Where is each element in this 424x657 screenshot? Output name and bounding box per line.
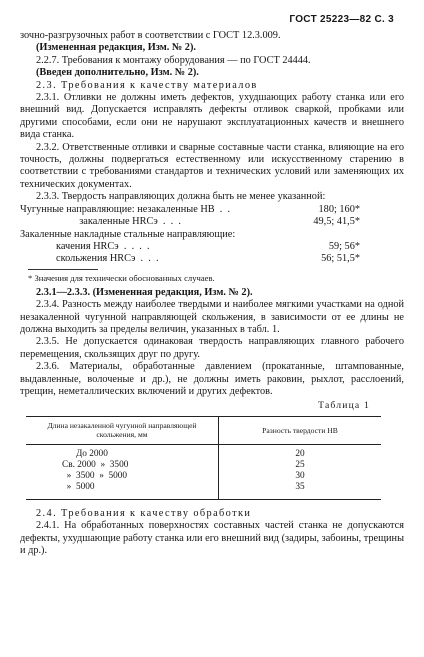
value-row [20, 204, 360, 216]
clause-2-3-6: 2.3.6. Материалы, обработанные давлением (прокатанные, штампованные, выдавленные, волоченые и др.), не должны иметь раковин, рыхлот, расслоений, трещин, неметаллических включений и других дефектов. [20, 361, 404, 397]
clause-2-3-3: 2.3.3. Твердость направляющих должна быть не менее указанной: [36, 191, 326, 203]
value-row [20, 216, 360, 228]
table-cell-length: До 2000 [26, 444, 219, 460]
table-header-length: Длина незакаленной чугунной направляющей скольжения, мм [26, 416, 219, 444]
table-cell-length: Св. 2000 » 3500 [26, 460, 219, 471]
value-label: скольжения HRCэ . . . [20, 253, 159, 265]
value-row [20, 241, 360, 253]
table-row [26, 471, 381, 482]
value-row [20, 229, 360, 241]
clause-2-4-1: 2.4.1. На обработанных поверхностях составных частей станка не допускаются дефекты, ухудшающие работу станка или его внешний вид (задиры, забоины, трещины и др.). [20, 520, 404, 556]
value-label: Чугунные направляющие: незакаленные HB . . [20, 203, 231, 215]
hardness-values [20, 204, 360, 266]
table-cell-hardness: 25 [295, 459, 305, 470]
value-number: 49,5; 41,5* [313, 216, 360, 228]
table-cell-length: » 3500 » 5000 [26, 471, 219, 482]
table-header-hardness: Разность твердости HB [219, 416, 382, 444]
document-body [20, 30, 404, 557]
amendment-note: 2.3.1—2.3.3. (Измененная редакция, Изм. № 2). [36, 286, 253, 298]
value-number: 180; 160* [318, 203, 360, 215]
table-caption: Таблица 1 [318, 400, 370, 412]
footnote: * Значения для технически обоснованных случаев. [28, 272, 215, 283]
value-label: качения HRCэ . . . . [20, 240, 150, 252]
value-label: Закаленные накладные стальные направляющие: [20, 228, 236, 240]
clause-2-3-1: 2.3.1. Отливки не должны иметь дефектов, ухудшающих работу станка или его внешний вид. Допускается исправлять дефекты отливок сваркой, пробками или другими способами, если они не нарушают эксплуатационных качеств и внешнего вида станка. [20, 92, 404, 141]
amendment-note: (Измененная редакция, Изм. № 2). [36, 42, 196, 54]
section-heading-2-3: 2.3. Требования к качеству материалов [36, 79, 258, 91]
hardness-table [26, 416, 381, 500]
amendment-note: (Введен дополнительно, Изм. № 2). [36, 67, 199, 79]
section-heading-2-4: 2.4. Требования к качеству обработки [36, 507, 252, 519]
table-row [26, 444, 381, 460]
footnote-divider [28, 269, 98, 270]
clause-2-3-2: 2.3.2. Ответственные отливки и сварные составные части станка, влияющие на его точность, должны подвергаться естественному или искусственному старению в соответствии с требованиями стандартов и технических условий или заменяющих их технических документах. [20, 141, 404, 190]
value-row [20, 253, 360, 265]
table-cell-hardness: 30 [295, 470, 305, 481]
value-label: закаленные HRCэ . . . [20, 216, 181, 228]
text-line: зочно-разгрузочных работ в соответствии с ГОСТ 12.3.009. [20, 30, 281, 41]
table-cell-hardness: 20 [295, 448, 305, 459]
clause-2-3-4: 2.3.4. Разность между наиболее твердыми и наиболее мягкими участками на одной незакаленной чугунной направляющей скольжения, в зависимости от ее длины не должна выходить за пределы величин, указанных в табл. 1. [20, 299, 404, 335]
page-header: ГОСТ 25223—82 С. 3 [289, 14, 394, 25]
table-cell-length: » 5000 [26, 482, 219, 500]
table-cell-hardness: 35 [219, 482, 382, 500]
table-row [26, 482, 381, 500]
value-number: 56; 51,5* [321, 253, 360, 265]
value-number: 59; 56* [328, 240, 360, 252]
clause-2-3-5: 2.3.5. Не допускается одинаковая твердость направляющих главного рабочего перемещения, скользящих друг по другу. [20, 336, 404, 360]
clause-2-2-7: 2.2.7. Требования к монтажу оборудования — по ГОСТ 24444. [36, 54, 311, 66]
table-row [26, 460, 381, 471]
